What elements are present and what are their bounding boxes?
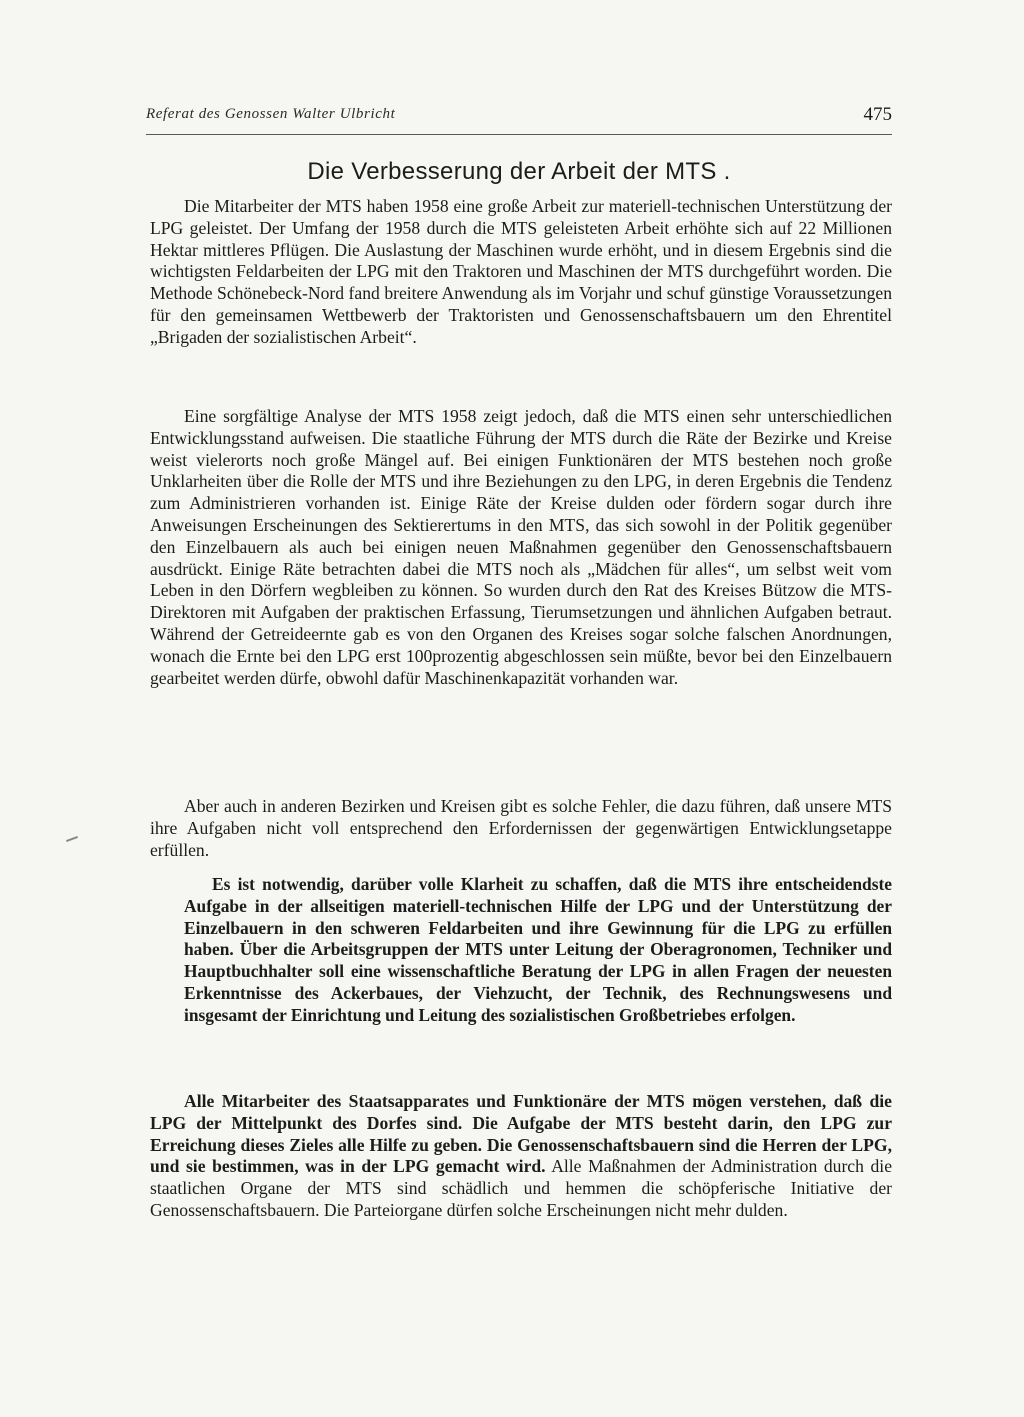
paragraph-3: Aber auch in anderen Bezirken und Kreisen gibt es solche Fehler, die dazu führen, daß unsere MTS ihre Aufgaben nicht voll entsprechend den Erfordernissen der gegenwärtigen Entwicklungsetappe erfüllen. — [150, 796, 892, 860]
paragraph-5-bold-run: Alle Mitarbeiter des Staatsapparates und Funktionäre der MTS mögen verstehen, daß die LPG der Mittelpunkt des Dorfes sind. Die Aufgabe der MTS besteht darin, den LPG zur Erreichung dieses Zieles alle Hilfe zu geben. Die Genossenschaftsbauern sind die Herren der LPG, und sie bestimmen, was in der LPG gemacht wird. — [150, 1091, 892, 1177]
paragraph-1: Die Mitarbeiter der MTS haben 1958 eine große Arbeit zur materiell-technischen Unterstützung der LPG geleistet. Der Umfang der 1958 durch die MTS geleisteten Arbeit erhöhte sich auf 22 Millionen Hektar mittleres Pflügen. Die Auslastung der Maschinen wurde erhöht, und in diesem Ergebnis sind die wichtigsten Feldarbeiten der LPG mit den Traktoren und Maschinen der MTS durchgeführt worden. Die Methode Schönebeck-Nord fand breitere Anwendung als im Vorjahr und schuf günstige Voraussetzungen für den gemeinsamen Wettbewerb der Traktoristen und Genossenschaftsbauern um den Ehrentitel „Brigaden der sozialistischen Arbeit“. — [150, 196, 892, 347]
paragraph-4-emphasis: Es ist notwendig, darüber volle Klarheit zu schaffen, daß die MTS ihre entscheidendste Aufgabe in der allseitigen materiell-technischen Hilfe der LPG und der Unterstützung der Einzelbauern in den schweren Feldarbeiten und ihre Gewinnung für die LPG zu erfüllen haben. Über die Arbeitsgruppen der MTS unter Leitung der Oberagronomen, Techniker und Hauptbuchhalter soll eine wissenschaftliche Beratung der LPG in allen Fragen der neuesten Erkenntnisse des Ackerbaues, der Viehzucht, der Technik, des Rechnungswesens und insgesamt der Einrichtung und Leitung des sozialistischen Großbetriebes erfolgen. — [184, 874, 892, 1025]
running-head: Referat des Genossen Walter Ulbricht — [146, 106, 396, 122]
paragraph-2: Eine sorgfältige Analyse der MTS 1958 zeigt jedoch, daß die MTS einen sehr unterschiedlichen Entwicklungsstand aufweisen. Die staatliche Führung der MTS durch die Räte der Bezirke und Kreise weist vielerorts noch große Mängel auf. Bei einigen Funktionären der MTS bestehen noch große Unklarheiten über die Rolle der MTS und ihre Beziehungen zu den LPG, in deren Ergebnis die Tendenz zum Administrieren vorhanden ist. Einige Räte der Kreise dulden oder fördern sogar durch ihre Anweisungen Erscheinungen des Sektierertums in den MTS, das sich sowohl in der Politik gegenüber den Einzelbauern als auch bei einigen neuen Maßnahmen gegenüber den Genossenschaftsbauern ausdrückt. Einige Räte betrachten dabei die MTS noch als „Mädchen für alles“, um selbst weit vom Leben in den Dörfern wegbleiben zu können. So wurden durch den Rat des Kreises Bützow die MTS-Direktoren mit Aufgaben der praktischen Erfassung, Tierumsetzungen und ähnlichen Aufgaben betraut. Während der Getreideernte gab es von den Organen des Kreises sogar solche falschen Anordnungen, wonach die Ernte bei den LPG erst 100prozentig abgeschlossen sein müßte, bevor bei den Einzelbauern gearbeitet werden dürfe, obwohl dafür Maschinenkapazität vorhanden war. — [150, 406, 892, 688]
page-number: 475 — [863, 104, 892, 125]
paragraph-5 — [150, 1091, 892, 1222]
section-title: Die Verbesserung der Arbeit der MTS . — [307, 158, 731, 185]
page-header — [146, 104, 892, 135]
margin-mark — [66, 836, 78, 842]
paragraph-5-normal-run: Alle Maßnahmen der Administration durch die staatlichen Organe der MTS sind schädlich und hemmen die schöpferische Initiative der Genossenschaftsbauern. Die Parteiorgane dürfen solche Erscheinungen nicht mehr dulden. — [150, 1156, 893, 1220]
